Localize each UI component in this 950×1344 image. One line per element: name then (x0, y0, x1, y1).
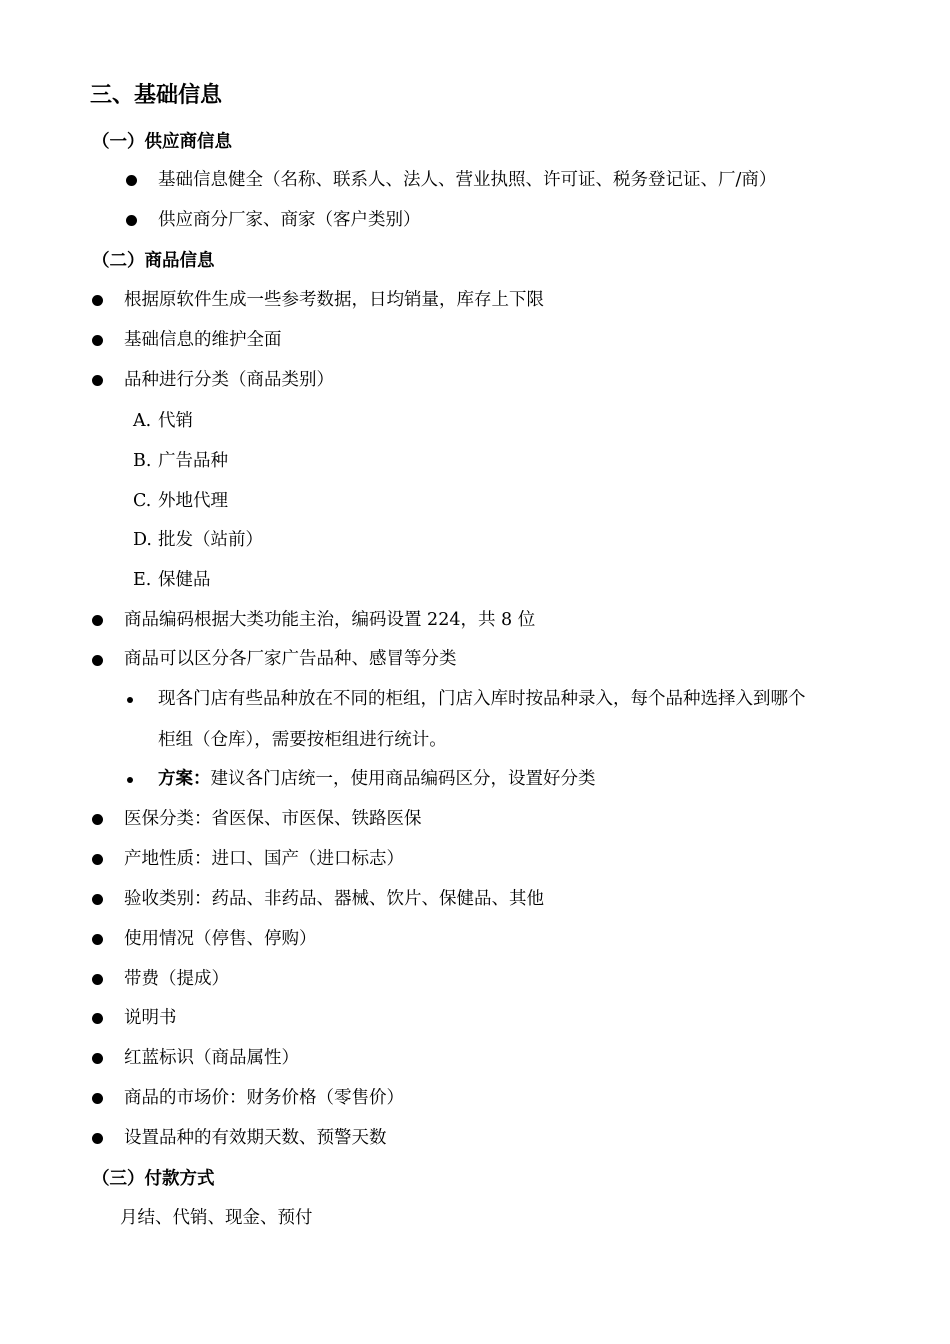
product-item: 商品编码根据大类功能主治，编码设置 224，共 8 位 (124, 610, 536, 630)
bullet-icon (92, 894, 103, 905)
category-letter: B. (133, 451, 152, 471)
bullet-icon (126, 215, 137, 226)
product-heading: （二）商品信息 (92, 251, 215, 271)
category-letter: D. (133, 530, 152, 550)
payment-text: 月结、代销、现金、预付 (120, 1208, 313, 1228)
category-text: 批发（站前） (158, 530, 263, 550)
category-letter: A. (133, 411, 152, 431)
category-text: 代销 (158, 411, 193, 431)
payment-heading: （三）付款方式 (92, 1169, 215, 1189)
sub-bullet-icon (127, 777, 133, 783)
sub-note-line: 现各门店有些品种放在不同的柜组，门店入库时按品种录入，每个品种选择入到哪个 (158, 689, 806, 709)
bullet-icon (92, 295, 103, 306)
bullet-icon (92, 335, 103, 346)
product-item: 使用情况（停售、停购） (124, 929, 317, 949)
product-item: 医保分类：省医保、市医保、铁路医保 (124, 809, 422, 829)
solution-label: 方案： (158, 769, 211, 789)
bullet-icon (92, 974, 103, 985)
bullet-icon (92, 375, 103, 386)
category-text: 外地代理 (158, 491, 228, 511)
bullet-icon (92, 814, 103, 825)
product-item: 说明书 (124, 1008, 177, 1028)
solution-text: 建议各门店统一，使用商品编码区分，设置好分类 (210, 769, 596, 789)
section-title: 三、基础信息 (90, 83, 223, 108)
product-item: 基础信息的维护全面 (124, 330, 282, 350)
product-item: 商品的市场价：财务价格（零售价） (124, 1088, 404, 1108)
category-text: 保健品 (158, 570, 211, 590)
category-text: 广告品种 (158, 451, 228, 471)
product-item: 验收类别：药品、非药品、器械、饮片、保健品、其他 (124, 889, 544, 909)
category-letter: E. (133, 570, 152, 590)
product-item: 根据原软件生成一些参考数据，日均销量，库存上下限 (124, 290, 544, 310)
product-item: 商品可以区分各厂家广告品种、感冒等分类 (124, 649, 457, 669)
bullet-icon (92, 655, 103, 666)
bullet-icon (92, 854, 103, 865)
bullet-icon (126, 175, 137, 186)
product-item: 带费（提成） (124, 969, 229, 989)
bullet-icon (92, 1053, 103, 1064)
sub-bullet-icon (127, 697, 133, 703)
bullet-icon (92, 1093, 103, 1104)
sub-note-line: 柜组（仓库），需要按柜组进行统计。 (158, 730, 447, 750)
bullet-icon (92, 1133, 103, 1144)
bullet-icon (92, 934, 103, 945)
product-item: 红蓝标识（商品属性） (124, 1048, 299, 1068)
bullet-icon (92, 1013, 103, 1024)
product-item: 设置品种的有效期天数、预警天数 (124, 1128, 387, 1148)
supplier-item: 基础信息健全（名称、联系人、法人、营业执照、许可证、税务登记证、厂/商） (158, 170, 777, 190)
product-item: 品种进行分类（商品类别） (124, 370, 334, 390)
bullet-icon (92, 615, 103, 626)
supplier-heading: （一）供应商信息 (92, 132, 232, 152)
category-letter: C. (133, 491, 152, 511)
product-item: 产地性质：进口、国产（进口标志） (124, 849, 404, 869)
supplier-item: 供应商分厂家、商家（客户类别） (158, 210, 421, 230)
solution-line (158, 766, 596, 792)
